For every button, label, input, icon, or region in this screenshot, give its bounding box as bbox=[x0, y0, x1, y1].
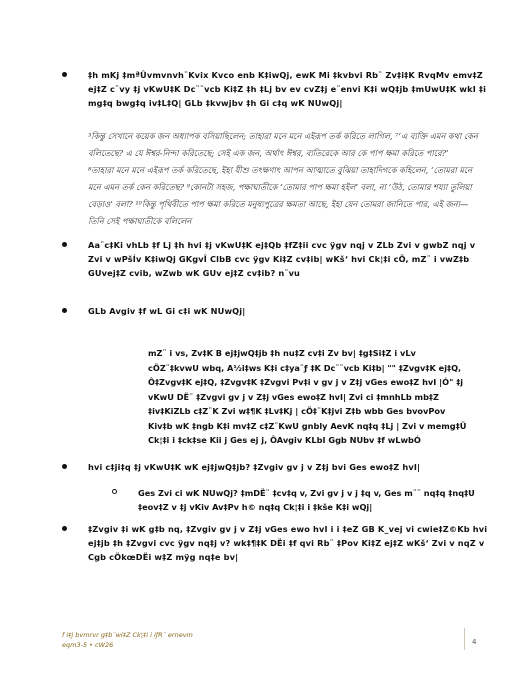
bullet-item bbox=[62, 460, 492, 474]
footer-subtitle: eqm3-5 • cW26 bbox=[62, 641, 114, 649]
sub-item-text: Ges Zvi ci wK NUwQj? ‡mDË¨ ‡cv‡q v, Zvi gv j v j ‡q v, Ges m¨¨ nq‡q ‡nq‡U ‡eov‡Z v ‡j vKiv Av‡Pv h© nq‡q Ck¦‡i i ‡kše K‡i wQj| bbox=[138, 488, 475, 512]
footer-title: f i‡j bvmrvr g‡b¨wi‡Z Ck¦‡i i iƒR¨ ernevm bbox=[62, 631, 193, 639]
quote-line: ⁸তাহারা মনে মনে এইরূপ তর্ক করিতেছে, ইহা যীশু তৎক্ষণাৎ আপন আত্মাতে বুঝিয়া তাহাদিগকে কহিলেন, ‘তোমরা মনে bbox=[88, 165, 473, 175]
bullet-dot bbox=[62, 308, 67, 313]
bullet-dot bbox=[62, 242, 67, 247]
scripture-quote bbox=[88, 128, 480, 230]
bullet-dot bbox=[62, 72, 67, 77]
bullet-text: ‡h mKj ‡mªÛvmvnvh¨Kvix Kvco enb K‡iwQj, ewK Mi ‡kvbvi Rb¨ Zv‡i‡K RvqMv emv‡Z ej‡Z c¨vy ‡j vKwU‡K Dc¨¨vcb Ki‡Z ‡h ‡Lj bv ev cvZ‡j e¨envi K‡i wQ‡jb ‡mUwU‡K wkI ‡i mg‡q bwg‡q iv‡L‡Q| GLb ‡kvwjbv ‡h Gi c‡q wK NUwQj| bbox=[88, 70, 487, 108]
page-footer bbox=[62, 630, 193, 650]
bullet-item bbox=[62, 68, 492, 110]
bullet-text: GLb Avgiv ‡f wL Gi c‡i wK NUwQj| bbox=[88, 306, 246, 316]
bullet-dot bbox=[62, 526, 67, 531]
bullet-text: ‡Zvgiv ‡i wK g‡b nq, ‡Zvgiv gv j v Z‡j vGes ewo hvI i i ‡eZ GB K_vej vi cwie‡Z©Kb hvi ej‡jb ‡h ‡Zvgvi cvc ÿgv nq‡j v? wk‡¶‡K DËi ‡f qvi Rb¨ ‡Pov Ki‡Z ej‡Z wKš‘ Zvi v nqZ v Cgb cÖkœDËi w‡Z mÿg nq‡e bv| bbox=[88, 524, 488, 562]
page-number: 4 bbox=[472, 638, 477, 646]
quote-line: বলিতেছে? এ যে ঈশ্বর-নিন্দা করিতেছে; সেই এক জন, অর্থাৎ ঈশ্বর, ব্যতিরেকে আর কে পাপ ক্ষমা করিতে পারে?’ bbox=[88, 148, 449, 158]
bullet-text: hvi c‡ji‡q ‡j vKwU‡K wK ej‡jwQ‡jb? ‡Zvgiv gv j v Z‡j bvi Ges ewo‡Z hvI| bbox=[88, 462, 421, 472]
bullet-dot bbox=[62, 464, 67, 469]
quote-line: বেড়াও’ বলা? ¹⁰কিন্তু পৃথিবীতে পাপ ক্ষমা করিতে মনুষ্যপুত্রের ক্ষমতা আছে, ইহা যেন তোমরা জানিতে পার, এই জন্য— bbox=[88, 199, 469, 209]
bullet-item bbox=[62, 304, 492, 318]
bullet-item bbox=[62, 522, 492, 564]
indented-paragraph: mZ¨ i vs, Zv‡K B ej‡jwQ‡jb ‡h nu‡Z cv‡i Zv bv| ‡g‡Si‡Z i vLv cÖZ¨‡kvwU wbq, A½i‡ws K‡i c‡ya¨ƒ ‡K Dc¨¨vcb Ki‡b| "" ‡Zvgv‡K ej‡Q, Ô‡Zvgv‡K ej‡Q, ‡Zvgv‡K ‡Zvgvi Pv‡i v gv j v Z‡j vGes ewo‡Z hvI |Ó" ‡j vKwU DË¨ ‡Zvgvi gv j v Z‡j vGes ewo‡Z hvI| Zvi ci ‡mnhLb mb‡Z ‡iv‡KiZLb c‡Z¨K Zvi w‡¶K ‡Lv‡Kj | cÖ‡¨K‡jvi Z‡b wbb Ges bvovPov Kiv‡b wK ‡ngb K‡i mv‡Z c‡Z¨KwU gnbly AevK nq‡q ‡Lj | Zvi v memg‡Ü Ck¦‡i i ‡ck‡se Kii j Ges ej j, ÔAvgiv KLbI Ggb NUbv ‡f wLwbÓ bbox=[148, 348, 467, 445]
quote-line: তিনি সেই পক্ষাঘাতীকে বলিলেন bbox=[88, 216, 192, 226]
quote-line: মনে এমন তর্ক কেন করিতেছ? ⁹কোনটা সহজ, পক্ষাঘাতীকে ‘তোমার পাপ ক্ষমা হইল’ বলা, না ‘উঠ, তোমার শয্যা তুলিয়া bbox=[88, 182, 472, 192]
quote-line: ³কিন্তু সেখানে কয়েক জন অধ্যাপক বসিয়াছিলেন; তাহারা মনে মনে এইরূপ তর্ক করিতে লাগিল, ⁷‘এ ব্যক্তি এমন কথা কেন bbox=[88, 131, 478, 141]
bullet-item bbox=[62, 238, 492, 280]
footer-divider bbox=[464, 628, 465, 650]
sub-bullet-circle bbox=[112, 489, 117, 494]
sub-list-item bbox=[112, 486, 484, 514]
bullet-text: Aa¨c‡Ki vhLb ‡f Lj ‡h hvi ‡j vKwU‡K ej‡Qb ‡fZ‡ii cvc ÿgv nqj v ZLb Zvi v gwbZ nqj v Zvi v wPšÍv K‡iwQj GKgvÎ ClbB cvc ÿgv Ki‡Z cv‡ib| wKš‘ hvi Ck¦‡i cÖ, mZ¨ i vwZ‡b GUvej‡Z cvib, wZwb wK GUv ej‡Z cv‡ib? n¨vu bbox=[88, 240, 476, 278]
